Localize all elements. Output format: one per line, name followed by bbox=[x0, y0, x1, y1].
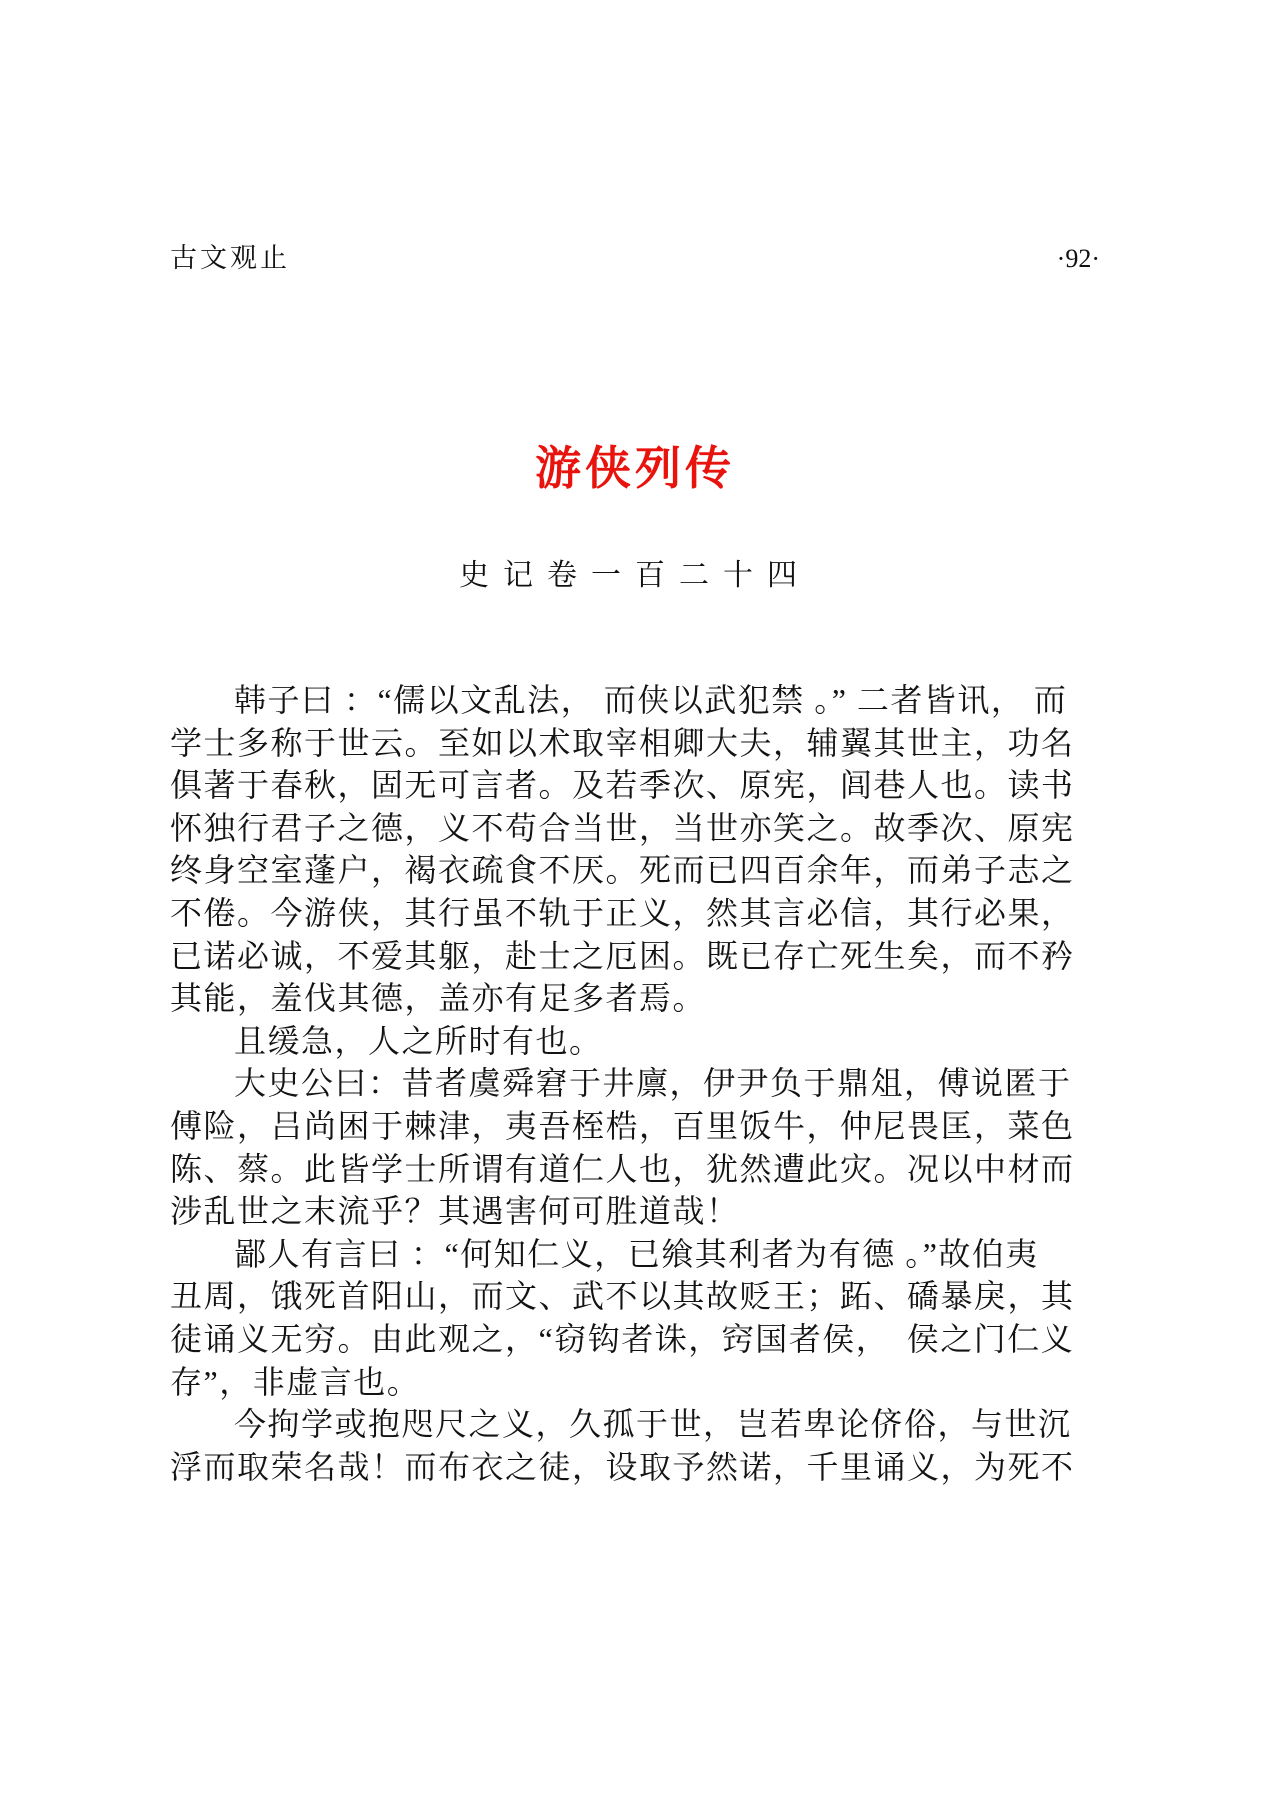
text-line: 徒诵义无穷。由此观之，“窃钩者诛，窍国者侯， 侯之门仁义 bbox=[170, 1320, 1075, 1357]
text-line: 韩子曰 ：“儒以文乱法， 而侠以武犯禁 。” 二者皆讯， 而 bbox=[234, 682, 1068, 718]
text-line: 学士多称于世云。至如以术取宰相卿大夫，辅翼其世主，功名 bbox=[170, 724, 1075, 761]
book-title: 古文观止 bbox=[170, 243, 290, 273]
text-line: 不倦。今游侠，其行虽不轨于正义，然其言必信，其行必果， bbox=[170, 894, 1075, 931]
text-line: 其能，羞伐其德，盖亦有足多者焉。 bbox=[170, 980, 707, 1017]
text-line: 浮而取荣名哉！而布衣之徒，设取予然诺，千里诵义，为死不 bbox=[170, 1448, 1075, 1485]
article-title: 游侠列传 bbox=[535, 442, 735, 494]
text-line: 且缓急，人之所时有也。 bbox=[234, 1022, 603, 1059]
article-subtitle: 史记卷一百二十四 bbox=[459, 559, 811, 592]
text-line: 怀独行君子之德，义不苟合当世，当世亦笑之。故季次、原宪 bbox=[170, 809, 1075, 846]
text-line: 涉乱世之末流乎？其遇害何可胜道哉！ bbox=[170, 1193, 740, 1230]
text-line: 俱著于春秋，固无可言者。及若季次、原宪，闾巷人也。读书 bbox=[170, 767, 1075, 804]
page-header bbox=[170, 236, 1100, 275]
paragraph bbox=[170, 1403, 1100, 1488]
page-number: ·92· bbox=[1056, 244, 1100, 273]
paragraph bbox=[170, 679, 1100, 1020]
body bbox=[170, 679, 1100, 1488]
text-line: 今拘学或抱咫尺之义，久孤于世，岂若卑论侪俗，与世沉 bbox=[234, 1406, 1072, 1443]
paragraph bbox=[170, 1233, 1100, 1403]
text-line: 傅险，吕尚困于棘津，夷吾桎梏，百里饭牛，仲尼畏匡，菜色 bbox=[170, 1107, 1075, 1144]
text-line: 大史公曰：昔者虞舜窘于井廪，伊尹负于鼎俎，傅说匿于 bbox=[234, 1065, 1072, 1102]
paragraph bbox=[170, 1020, 1100, 1063]
text-line: 丑周，饿死首阳山，而文、武不以其故贬王；跖、礄暴戾，其 bbox=[170, 1278, 1075, 1315]
paragraph bbox=[170, 1062, 1100, 1232]
text-line: 已诺必诚，不爱其躯，赴士之厄困。既已存亡死生矣，而不矜 bbox=[170, 937, 1075, 974]
page-content bbox=[170, 236, 1100, 1488]
text-line: 陈、蔡。此皆学士所谓有道仁人也，犹然遭此灾。况以中材而 bbox=[170, 1150, 1075, 1187]
text-line: 鄙人有言曰 ：“何知仁义，已飨其利者为有德 。”故伯夷 bbox=[234, 1235, 1039, 1272]
text-line: 终身空室蓬户，褐衣疏食不厌。死而已四百余年，而弟子志之 bbox=[170, 852, 1075, 889]
text-line: 存”，非虚言也。 bbox=[170, 1363, 421, 1400]
